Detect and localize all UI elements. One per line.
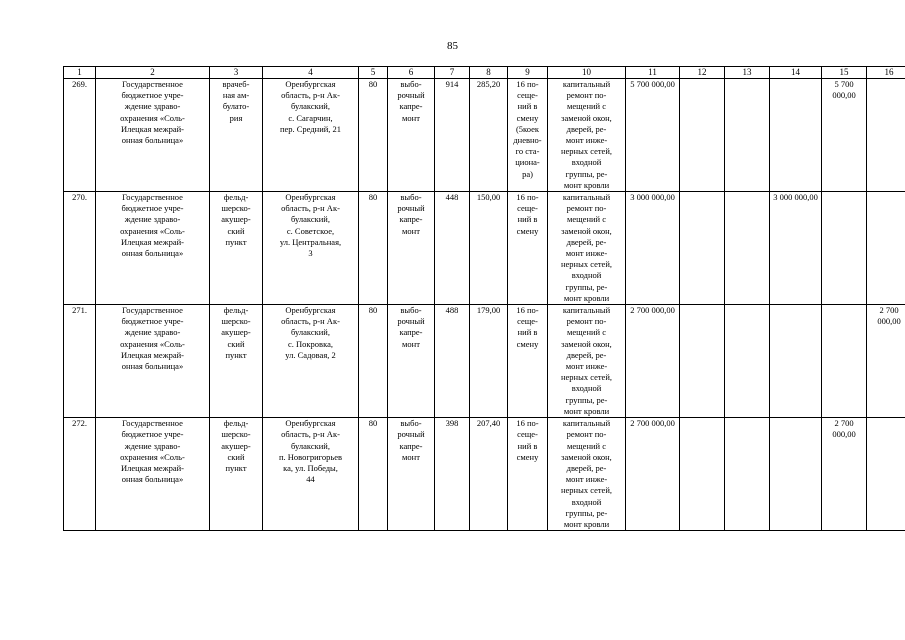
description-cell-line: группы, ре- (565, 394, 608, 405)
column-header-14: 14 (770, 67, 822, 79)
work-type-cell-line: рочный (397, 90, 425, 101)
capacity-cell (508, 305, 548, 418)
institution-cell-line: Илецкая межрай- (121, 236, 184, 247)
table-row (64, 305, 905, 418)
institution-cell (96, 305, 210, 418)
description-cell-line: нерных сетей, (560, 372, 613, 383)
institution-cell-line: онная больница» (121, 474, 184, 485)
institution-cell (96, 79, 210, 192)
col14-amount: 3 000 000,00 (770, 192, 822, 305)
capacity-cell-line: 16 по- (516, 305, 539, 316)
capacity-cell (508, 192, 548, 305)
address-cell-line: область, р-н Ак- (281, 316, 340, 327)
work-type-cell (388, 79, 435, 192)
description-cell-line: дверей, ре- (566, 462, 607, 473)
capacity-cell-line: 16 по- (516, 418, 539, 429)
col5-cell: 80 (359, 192, 388, 305)
row-number: 272. (64, 418, 96, 531)
address-cell-line: п. Новогригорьев (278, 451, 343, 462)
address-cell (263, 418, 359, 531)
institution-cell (96, 192, 210, 305)
work-type-cell-line: капре- (399, 214, 423, 225)
column-header-1: 1 (64, 67, 96, 79)
capacity-cell-line: (5коек (515, 123, 540, 134)
address-cell-line: Оренбургская (285, 418, 336, 429)
address-cell-line: область, р-н Ак- (281, 203, 340, 214)
description-cell-line: нерных сетей, (560, 485, 613, 496)
facility-type-cell (210, 79, 263, 192)
description-cell-line: капитальный (562, 192, 611, 203)
row-number: 270. (64, 192, 96, 305)
column-header-8: 8 (470, 67, 508, 79)
facility-type-cell-line: пункт (225, 462, 247, 473)
address-cell-line: булакский, (291, 327, 330, 338)
col11-amount: 3 000 000,00 (626, 192, 680, 305)
column-header-11: 11 (626, 67, 680, 79)
col7-cell: 448 (435, 192, 470, 305)
address-cell (263, 305, 359, 418)
description-cell-line: мещений с (566, 440, 606, 451)
institution-cell-line: ждение здраво- (124, 101, 181, 112)
institution-cell-line: Илецкая межрай- (121, 349, 184, 360)
col7-cell: 398 (435, 418, 470, 531)
capacity-cell-line: ний в (517, 327, 538, 338)
header-row (64, 67, 905, 79)
col14-amount (770, 305, 822, 418)
institution-cell-line: Илецкая межрай- (121, 123, 184, 134)
col16-amount (867, 418, 905, 531)
column-header-2: 2 (96, 67, 210, 79)
facility-type-cell (210, 305, 263, 418)
work-type-cell-line: рочный (397, 429, 425, 440)
col13-amount (725, 305, 770, 418)
col12-amount (680, 79, 725, 192)
institution-cell-line: Государственное (122, 305, 183, 316)
address-cell-line: 3 (308, 248, 313, 259)
address-cell-line: ка, ул. Победы, (283, 462, 338, 473)
col11-amount: 2 700 000,00 (626, 305, 680, 418)
description-cell (548, 418, 626, 531)
description-cell-line: заменой окон, (561, 225, 612, 236)
address-cell (263, 79, 359, 192)
institution-cell-line: ждение здраво- (124, 214, 181, 225)
capacity-cell-line: сеще- (517, 90, 538, 101)
address-cell-line: ул. Садовая, 2 (285, 349, 336, 360)
work-type-cell-line: выбо- (400, 305, 422, 316)
description-cell-line: дверей, ре- (566, 123, 607, 134)
facility-type-cell-line: фельд- (223, 418, 249, 429)
capacity-cell-line: ра) (522, 168, 533, 179)
capacity-cell-line: смену (516, 338, 539, 349)
institution-cell-line: ждение здраво- (124, 327, 181, 338)
facility-type-cell-line: фельд- (223, 305, 249, 316)
column-header-12: 12 (680, 67, 725, 79)
col15-amount (822, 305, 867, 418)
institution-cell-line: онная больница» (121, 361, 184, 372)
description-cell-line: дверей, ре- (566, 349, 607, 360)
address-cell-line: с. Советское, (286, 225, 335, 236)
capacity-cell-line: ний в (517, 440, 538, 451)
institution-cell-line: бюджетное учре- (121, 203, 184, 214)
facility-type-cell-line: ский (227, 338, 245, 349)
column-header-13: 13 (725, 67, 770, 79)
address-cell-line: область, р-н Ак- (281, 429, 340, 440)
description-cell-line: капитальный (562, 79, 611, 89)
col13-amount (725, 192, 770, 305)
description-cell-line: нерных сетей, (560, 146, 613, 157)
description-cell-line: группы, ре- (565, 507, 608, 518)
description-cell-line: монт инже- (565, 474, 608, 485)
col8-cell: 150,00 (470, 192, 508, 305)
capacity-cell-line: смену (516, 451, 539, 462)
facility-type-cell-line: ский (227, 451, 245, 462)
col16-amount (867, 79, 905, 192)
column-header-4: 4 (263, 67, 359, 79)
address-cell-line: область, р-н Ак- (281, 90, 340, 101)
facility-type-cell-line: акушер- (221, 327, 251, 338)
institution-cell (96, 418, 210, 531)
work-type-cell-line: рочный (397, 316, 425, 327)
col15-amount: 2 700 000,00 (822, 418, 867, 531)
col15-amount (822, 192, 867, 305)
institution-cell-line: Государственное (122, 79, 183, 89)
column-header-16: 16 (867, 67, 905, 79)
column-header-15: 15 (822, 67, 867, 79)
description-cell-line: капитальный (562, 418, 611, 429)
col12-amount (680, 305, 725, 418)
col14-amount (770, 418, 822, 531)
description-cell-line: монт кровли (563, 292, 610, 303)
description-cell-line: ремонт по- (566, 90, 607, 101)
description-cell-line: мещений с (566, 214, 606, 225)
work-type-cell-line: монт (402, 225, 420, 236)
capacity-cell-line: 16 по- (516, 192, 539, 203)
table-row (64, 192, 905, 305)
column-header-6: 6 (388, 67, 435, 79)
work-type-cell-line: капре- (399, 327, 423, 338)
institution-cell-line: охранения «Соль- (120, 225, 185, 236)
description-cell-line: ремонт по- (566, 316, 607, 327)
institution-cell-line: охранения «Соль- (120, 112, 185, 123)
col11-amount: 2 700 000,00 (626, 418, 680, 531)
facility-type-cell-line: ский (227, 225, 245, 236)
description-cell (548, 79, 626, 192)
description-cell-line: монт кровли (563, 405, 610, 416)
work-type-cell-line: монт (402, 112, 420, 123)
description-cell-line: дверей, ре- (566, 236, 607, 247)
address-cell (263, 192, 359, 305)
col7-cell: 914 (435, 79, 470, 192)
description-cell-line: заменой окон, (561, 112, 612, 123)
address-cell-line: Оренбургская (285, 305, 336, 316)
institution-cell-line: Государственное (122, 418, 183, 429)
facility-type-cell-line: акушер- (221, 214, 251, 225)
col5-cell: 80 (359, 305, 388, 418)
capacity-cell-line: ний в (517, 214, 538, 225)
work-type-cell-line: капре- (399, 440, 423, 451)
column-header-5: 5 (359, 67, 388, 79)
facility-type-cell-line: ная ам- (222, 90, 250, 101)
col12-amount (680, 192, 725, 305)
col16-amount (867, 192, 905, 305)
row-number: 269. (64, 79, 96, 192)
work-type-cell-line: выбо- (400, 418, 422, 429)
description-cell-line: заменой окон, (561, 338, 612, 349)
facility-type-cell-line: рия (229, 112, 243, 123)
facility-type-cell-line: фельд- (223, 192, 249, 203)
address-cell-line: булакский, (291, 101, 330, 112)
address-cell-line: с. Покровка, (288, 338, 333, 349)
col8-cell: 179,00 (470, 305, 508, 418)
work-type-cell-line: капре- (399, 101, 423, 112)
address-cell-line: булакский, (291, 214, 330, 225)
facility-type-cell-line: пункт (225, 349, 247, 360)
col8-cell: 285,20 (470, 79, 508, 192)
capacity-cell-line: сеще- (517, 429, 538, 440)
col5-cell: 80 (359, 79, 388, 192)
facility-type-cell-line: шерско- (221, 203, 251, 214)
institution-cell-line: бюджетное учре- (121, 90, 184, 101)
col15-amount: 5 700 000,00 (822, 79, 867, 192)
institution-cell-line: охранения «Соль- (120, 338, 185, 349)
work-type-cell-line: выбо- (400, 192, 422, 203)
capacity-cell-line: ний в (517, 101, 538, 112)
description-cell-line: входной (571, 496, 602, 507)
description-cell-line: монт кровли (563, 518, 610, 529)
table-body (64, 79, 905, 531)
capacity-cell (508, 418, 548, 531)
description-cell-line: монт инже- (565, 361, 608, 372)
facility-type-cell-line: пункт (225, 236, 247, 247)
budget-table (63, 66, 905, 531)
facility-type-cell-line: шерско- (221, 316, 251, 327)
description-cell-line: мещений с (566, 101, 606, 112)
table-row (64, 418, 905, 531)
description-cell-line: группы, ре- (565, 168, 608, 179)
col13-amount (725, 79, 770, 192)
table-row (64, 79, 905, 192)
row-number: 271. (64, 305, 96, 418)
capacity-cell-line: дневно- (513, 135, 542, 146)
description-cell (548, 192, 626, 305)
col14-amount (770, 79, 822, 192)
col7-cell: 488 (435, 305, 470, 418)
work-type-cell-line: монт (402, 338, 420, 349)
description-cell-line: входной (571, 270, 602, 281)
institution-cell-line: ждение здраво- (124, 440, 181, 451)
description-cell-line: входной (571, 157, 602, 168)
capacity-cell-line: 16 по- (516, 79, 539, 89)
institution-cell-line: Илецкая межрай- (121, 462, 184, 473)
capacity-cell-line: го ста- (515, 146, 540, 157)
address-cell-line: булакский, (291, 440, 330, 451)
description-cell-line: монт инже- (565, 135, 608, 146)
description-cell-line: нерных сетей, (560, 259, 613, 270)
facility-type-cell (210, 418, 263, 531)
work-type-cell-line: рочный (397, 203, 425, 214)
facility-type-cell-line: акушер- (221, 440, 251, 451)
capacity-cell-line: смену (516, 112, 539, 123)
work-type-cell (388, 192, 435, 305)
column-header-10: 10 (548, 67, 626, 79)
col12-amount (680, 418, 725, 531)
description-cell-line: входной (571, 383, 602, 394)
address-cell-line: с. Сагарчин, (288, 112, 333, 123)
work-type-cell (388, 418, 435, 531)
col5-cell: 80 (359, 418, 388, 531)
column-header-9: 9 (508, 67, 548, 79)
facility-type-cell-line: булато- (222, 101, 250, 112)
description-cell-line: монт кровли (563, 179, 610, 190)
institution-cell-line: онная больница» (121, 248, 184, 259)
description-cell-line: группы, ре- (565, 281, 608, 292)
col8-cell: 207,40 (470, 418, 508, 531)
address-cell-line: Оренбургская (285, 79, 336, 89)
work-type-cell-line: монт (402, 451, 420, 462)
facility-type-cell (210, 192, 263, 305)
capacity-cell (508, 79, 548, 192)
column-header-7: 7 (435, 67, 470, 79)
address-cell-line: ул. Центральная, (279, 236, 342, 247)
description-cell-line: монт инже- (565, 248, 608, 259)
description-cell-line: ремонт по- (566, 429, 607, 440)
facility-type-cell-line: врачеб- (222, 79, 250, 89)
description-cell-line: мещений с (566, 327, 606, 338)
description-cell-line: заменой окон, (561, 451, 612, 462)
col13-amount (725, 418, 770, 531)
page-number: 85 (447, 40, 458, 52)
capacity-cell-line: сеще- (517, 316, 538, 327)
facility-type-cell-line: шерско- (221, 429, 251, 440)
column-header-3: 3 (210, 67, 263, 79)
col11-amount: 5 700 000,00 (626, 79, 680, 192)
capacity-cell-line: сеще- (517, 203, 538, 214)
institution-cell-line: Государственное (122, 192, 183, 203)
institution-cell-line: бюджетное учре- (121, 316, 184, 327)
institution-cell-line: онная больница» (121, 135, 184, 146)
institution-cell-line: бюджетное учре- (121, 429, 184, 440)
description-cell-line: ремонт по- (566, 203, 607, 214)
address-cell-line: пер. Средний, 21 (279, 123, 342, 134)
description-cell-line: капитальный (562, 305, 611, 316)
work-type-cell (388, 305, 435, 418)
capacity-cell-line: циона- (515, 157, 540, 168)
address-cell-line: 44 (306, 474, 315, 485)
institution-cell-line: охранения «Соль- (120, 451, 185, 462)
work-type-cell-line: выбо- (400, 79, 422, 89)
col16-amount: 2 700 000,00 (867, 305, 905, 418)
address-cell-line: Оренбургская (285, 192, 336, 203)
description-cell (548, 305, 626, 418)
capacity-cell-line: смену (516, 225, 539, 236)
